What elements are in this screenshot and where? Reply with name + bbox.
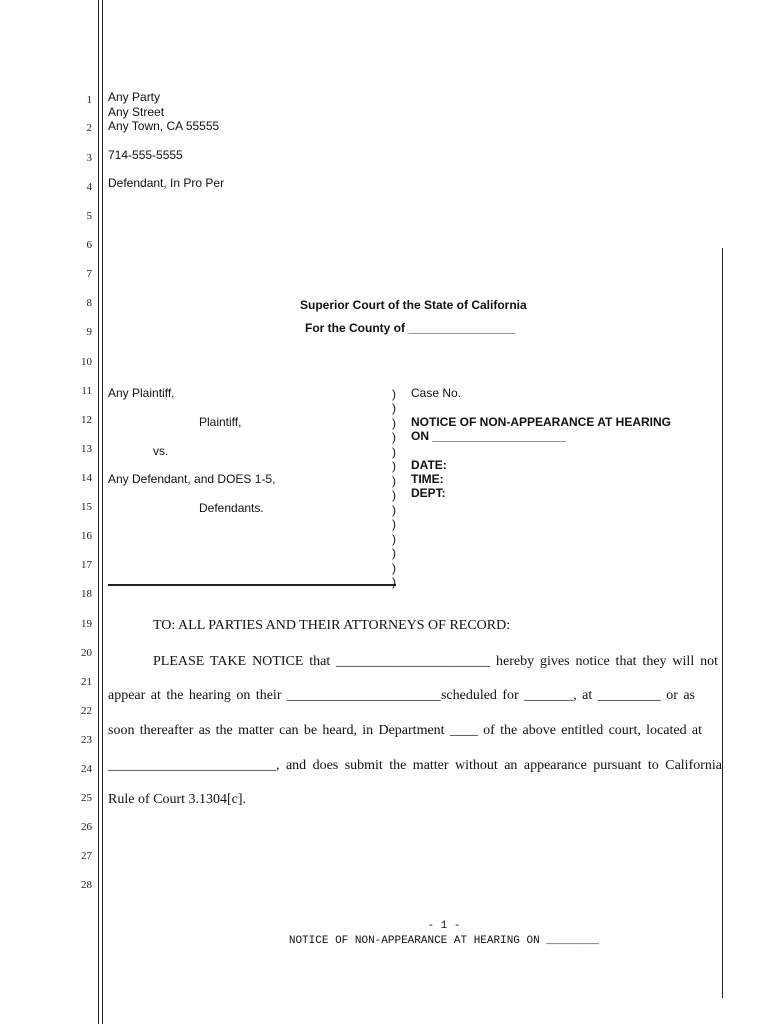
court-county: For the County of ________________ (305, 321, 516, 335)
defendant-label: Defendants. (199, 501, 264, 515)
left-margin-rule-outer (98, 0, 99, 1024)
paren: ) (392, 488, 396, 502)
line-number: 8 (86, 297, 92, 309)
line-number: 27 (81, 850, 92, 862)
line-number: 15 (81, 501, 92, 513)
line-number: 2 (86, 122, 92, 134)
paren: ) (392, 575, 396, 589)
line-number: 7 (86, 268, 92, 280)
defendant-name: Any Defendant, and DOES 1-5, (108, 472, 276, 486)
case-number-label: Case No. (411, 386, 462, 400)
page-number: - 1 - (427, 920, 461, 932)
attorney-role: Defendant, In Pro Per (108, 176, 225, 190)
line-number: 19 (81, 618, 92, 630)
hearing-date-label: DATE: (411, 458, 447, 472)
line-number: 28 (81, 879, 92, 891)
attorney-name: Any Party (108, 90, 161, 104)
notice-paragraph-line: Rule of Court 3.1304[c]. (108, 792, 247, 807)
line-number: 21 (81, 676, 92, 688)
hearing-dept-label: DEPT: (411, 486, 446, 500)
line-number: 11 (81, 385, 92, 397)
notice-paragraph-line: appear at the hearing on their ______________________scheduled for _______, at _________ or as (108, 688, 695, 703)
paren: ) (392, 387, 396, 401)
paren: ) (392, 517, 396, 531)
document-title-hearing-date: ON ____________________ (411, 429, 566, 443)
line-number: 22 (81, 705, 92, 717)
plaintiff-label: Plaintiff, (199, 415, 242, 429)
notice-paragraph-line: ________________________, and does submit the matter without an appearance pursuant to California (108, 758, 722, 773)
line-number: 9 (86, 326, 92, 338)
line-number: 25 (81, 792, 92, 804)
line-number: 10 (81, 356, 92, 368)
versus-label: vs. (153, 444, 169, 458)
footer-title: NOTICE OF NON-APPEARANCE AT HEARING ON ________ (288, 935, 600, 947)
paren: ) (392, 459, 396, 473)
line-number: 24 (81, 763, 92, 775)
line-number: 16 (81, 530, 92, 542)
plaintiff-name: Any Plaintiff, (108, 386, 175, 400)
paren: ) (392, 474, 396, 488)
notice-paragraph-line: PLEASE TAKE NOTICE that ______________________ hereby gives notice that they will not (153, 654, 718, 669)
paren: ) (392, 416, 396, 430)
notice-salutation: TO: ALL PARTIES AND THEIR ATTORNEYS OF RECORD: (153, 618, 511, 633)
paren: ) (392, 532, 396, 546)
paren: ) (392, 503, 396, 517)
paren: ) (392, 561, 396, 575)
line-number: 20 (81, 647, 92, 659)
line-number: 23 (81, 734, 92, 746)
line-number: 1 (86, 94, 92, 106)
attorney-street: Any Street (108, 105, 165, 119)
line-number: 4 (86, 181, 92, 193)
attorney-city: Any Town, CA 55555 (108, 119, 220, 133)
line-number: 5 (86, 210, 92, 222)
paren: ) (392, 445, 396, 459)
attorney-phone: 714-555-5555 (108, 148, 183, 162)
hearing-time-label: TIME: (411, 472, 444, 486)
line-number: 17 (81, 559, 92, 571)
line-number: 6 (86, 239, 92, 251)
line-number: 18 (81, 588, 92, 600)
line-number: 3 (86, 152, 92, 164)
paren: ) (392, 430, 396, 444)
notice-paragraph-line: soon thereafter as the matter can be heard, in Department ____ of the above entitled court, located at (108, 723, 702, 738)
line-number: 13 (81, 443, 92, 455)
paren: ) (392, 401, 396, 415)
line-number: 26 (81, 821, 92, 833)
left-margin-rule-inner (102, 0, 103, 1024)
paren: ) (392, 546, 396, 560)
caption-underline (108, 584, 396, 586)
line-number: 14 (81, 472, 92, 484)
court-title: Superior Court of the State of California (300, 298, 527, 312)
line-number: 12 (81, 414, 92, 426)
document-title: NOTICE OF NON-APPEARANCE AT HEARING (411, 415, 672, 429)
